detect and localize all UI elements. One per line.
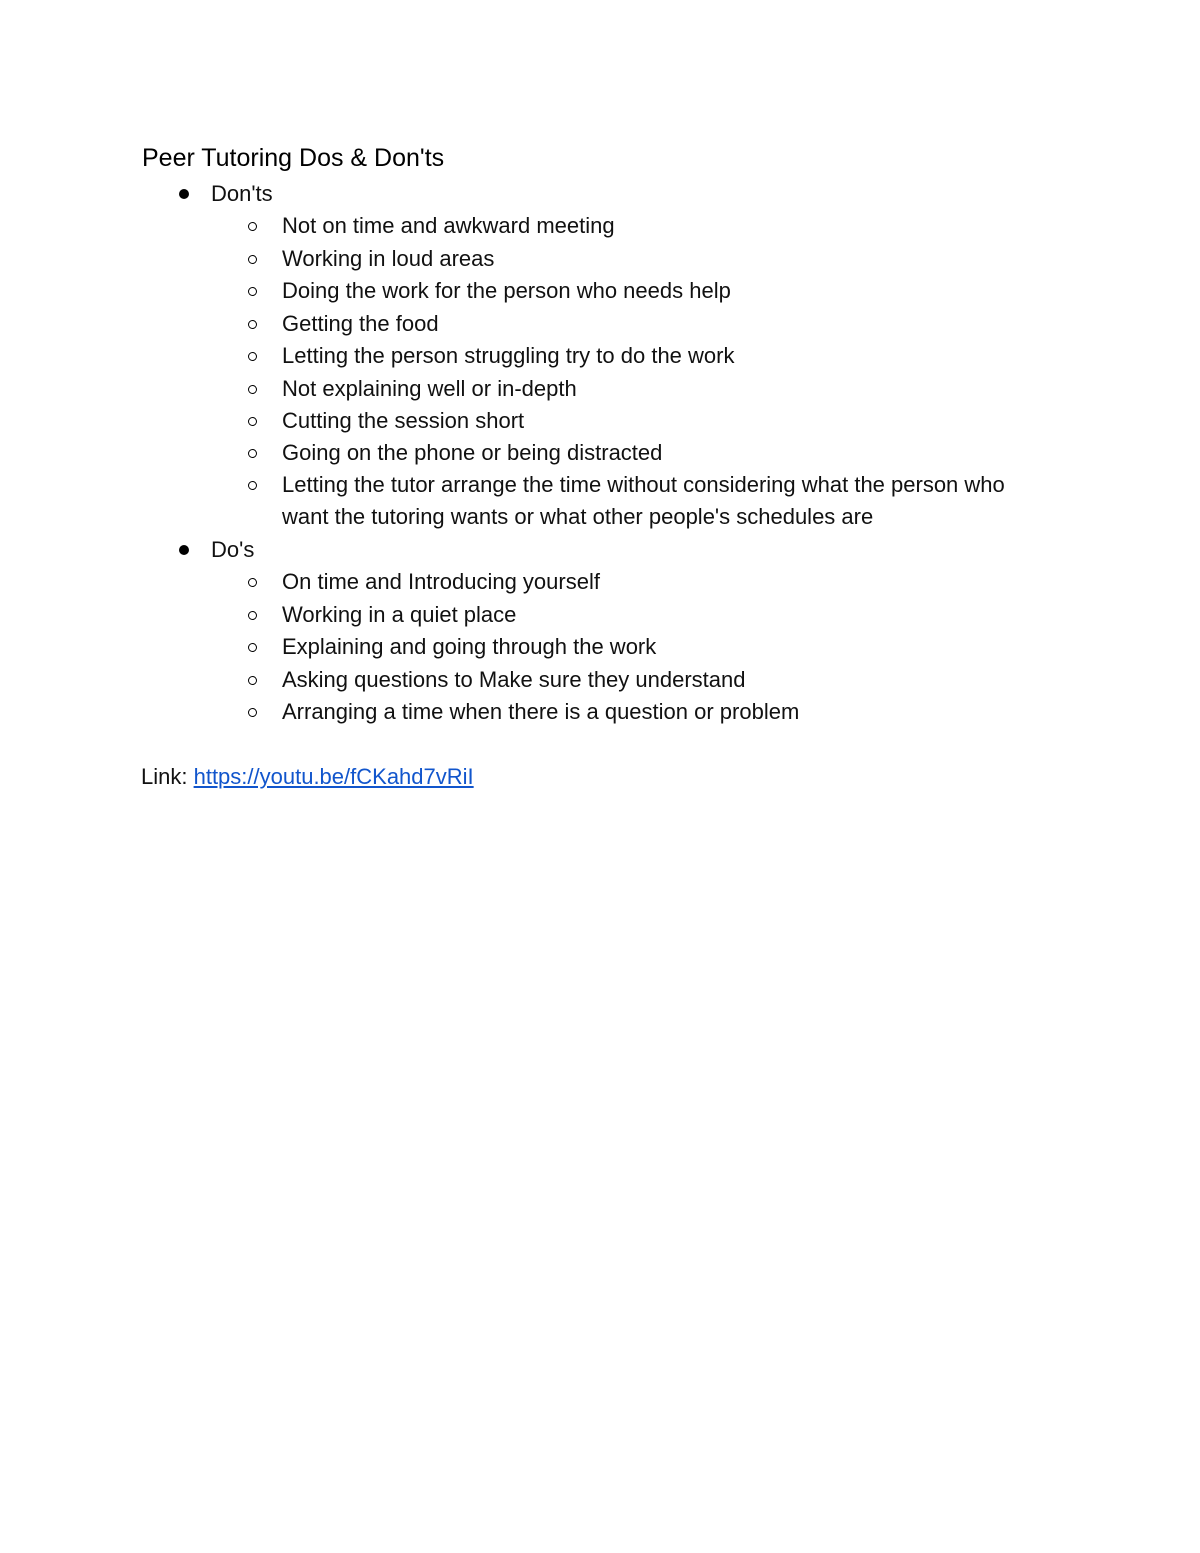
hollow-bullet-icon (248, 643, 257, 652)
link-line (141, 761, 474, 793)
video-link[interactable]: https://youtu.be/fCKahd7vRiI (193, 764, 474, 789)
hollow-bullet-icon (248, 385, 257, 394)
list-item: Working in a quiet place (282, 602, 517, 627)
list-item-continuation: want the tutoring wants or what other people's schedules are (282, 504, 874, 529)
list-item: Letting the person struggling try to do the work (282, 343, 735, 368)
list-item: Not on time and awkward meeting (282, 213, 615, 238)
list-item: Asking questions to Make sure they understand (282, 667, 746, 692)
hollow-bullet-icon (248, 417, 257, 426)
list-item: On time and Introducing yourself (282, 569, 600, 594)
document-title: Peer Tutoring Dos & Don'ts (142, 144, 445, 172)
bullet-dot-icon (179, 189, 189, 199)
hollow-bullet-icon (248, 320, 257, 329)
hollow-bullet-icon (248, 676, 257, 685)
list-item: Not explaining well or in-depth (282, 376, 577, 401)
list-item: Doing the work for the person who needs help (282, 278, 731, 303)
section-heading-donts: Don'ts (211, 181, 273, 206)
list-item: Arranging a time when there is a question or problem (282, 699, 800, 724)
hollow-bullet-icon (248, 611, 257, 620)
bullet-dot-icon (179, 545, 189, 555)
link-label: Link: (141, 764, 194, 789)
section-heading-dos: Do's (211, 537, 255, 562)
list-item: Going on the phone or being distracted (282, 440, 663, 465)
hollow-bullet-icon (248, 255, 257, 264)
hollow-bullet-icon (248, 708, 257, 717)
list-item: Cutting the session short (282, 408, 525, 433)
hollow-bullet-icon (248, 578, 257, 587)
list-item: Letting the tutor arrange the time without considering what the person who (282, 472, 1005, 497)
list-item: Getting the food (282, 311, 439, 336)
hollow-bullet-icon (248, 449, 257, 458)
list-item: Explaining and going through the work (282, 634, 657, 659)
list-item: Working in loud areas (282, 246, 495, 271)
hollow-bullet-icon (248, 287, 257, 296)
hollow-bullet-icon (248, 481, 257, 490)
hollow-bullet-icon (248, 352, 257, 361)
hollow-bullet-icon (248, 222, 257, 231)
